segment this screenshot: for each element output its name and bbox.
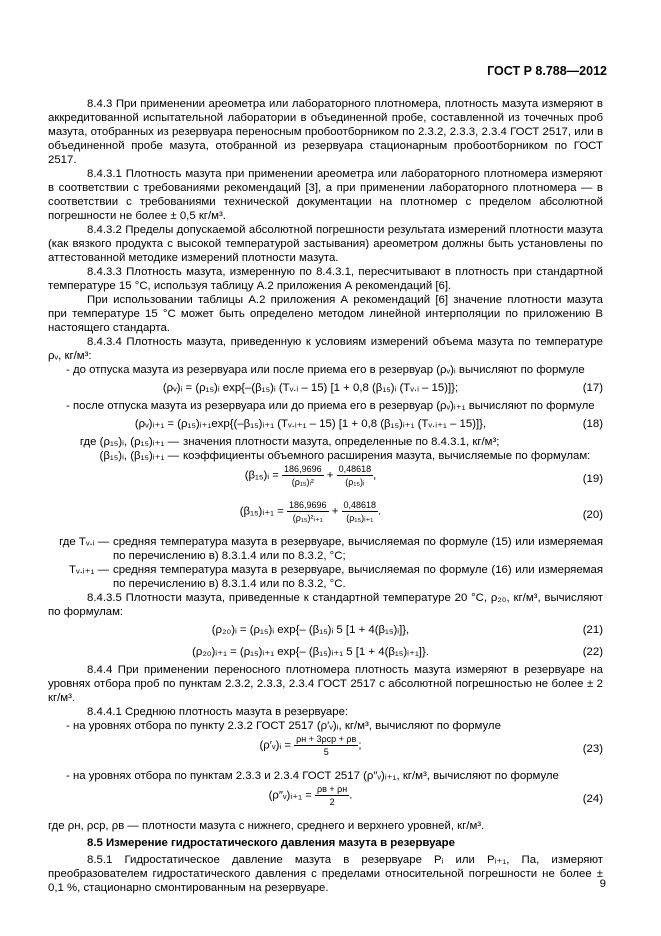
definition-term: (β₁₅)ᵢ, (β₁₅)ᵢ₊₁ — xyxy=(99,450,179,462)
equation-18-number: (18) xyxy=(582,418,603,430)
definition-beta15 xyxy=(48,449,603,463)
fraction-numerator: 0,48618 xyxy=(338,464,372,474)
equation-19-lhs: (β₁₅)ᵢ = xyxy=(244,469,279,482)
list-item-before-release: - до отпуска мазута из резервуара или после приема его в резервуар (ρᵥ)ᵢ вычисляют по формуле xyxy=(66,364,585,376)
definition-term: где Tᵥ.ᵢ — xyxy=(59,536,109,548)
equation-punctuation: ; xyxy=(358,739,362,752)
document-body xyxy=(48,97,603,895)
equation-19-formula xyxy=(48,463,573,488)
plus-sign: + xyxy=(326,469,334,482)
paragraph-8-4-3-1: 8.4.3.1 Плотность мазута при применении ареометра или лабораторного плотномера измеряют в соответствии с требованиями рекомендаций [3], а при применении лабораторного плотномера — в соответствии с требованиями технической документации на плотномер с пределом абсолютной погрешности не более ± 0,5 кг/м³. xyxy=(48,168,603,222)
definition-temperature-i xyxy=(48,535,603,563)
definition-temperature-i-plus-1 xyxy=(48,563,603,591)
plus-sign: + xyxy=(331,505,339,518)
equation-24-lhs: (ρ″ᵥ)ᵢ₊₁ = xyxy=(268,789,312,802)
equation-24-formula xyxy=(48,783,573,808)
list-item-level-2-3-2: - на уровнях отбора по пункту 2.3.2 ГОСТ 2517 (ρ′ᵥ)ᵢ, кг/м³, вычисляют по формуле xyxy=(66,720,501,732)
fraction-denominator: (ρ₁₅)ᵢ xyxy=(345,477,365,487)
equation-21-formula: (ρ₂₀)ᵢ = (ρ₁₅)ᵢ exp{– (β₁₅)ᵢ 5 [1 + 4(β₁₅)ᵢ]}, xyxy=(211,624,410,636)
equation-18-formula: (ρᵥ)ᵢ₊₁ = (ρ₁₅)ᵢ₊₁exp{(–β₁₅)ᵢ₊₁ (Tᵥ.ᵢ₊₁ – 15) [1 + 0,8 (β₁₅)ᵢ₊₁ (Tᵥ.ᵢ₊₁ – 15)]}, xyxy=(134,418,487,430)
equation-21 xyxy=(48,619,603,641)
equation-19-number: (19) xyxy=(582,473,603,485)
definition-rho15 xyxy=(48,435,603,449)
fraction-numerator: 0,48618 xyxy=(343,500,377,510)
paragraph-8-5-1: 8.5.1 Гидростатическое давление мазута в резервуаре Pᵢ или Pᵢ₊₁, Па, измеряют преобразователем гидростатического давления с пределами относительной погрешности не более ± 0,1 %, стационарно смонтированным на резервуаре. xyxy=(48,854,603,894)
fraction-denominator: (ρ₁₅)ᵢ₊₁ xyxy=(346,513,374,523)
equation-19 xyxy=(48,463,603,499)
fraction-denominator: 2 xyxy=(329,797,335,807)
definition-term: где (ρ₁₅)ᵢ, (ρ₁₅)ᵢ₊₁ — xyxy=(79,436,179,448)
equation-23 xyxy=(48,733,603,769)
page-header: ГОСТ Р 8.788—2012 xyxy=(487,64,607,78)
fraction xyxy=(342,499,382,524)
definition-text: средняя температура мазута в резервуаре, вычисляемая по формуле (15) или измеряемая по перечислению в) 8.3.1.4 или по 8.3.2, °С; xyxy=(113,536,603,562)
paragraph-8-4-4: 8.4.4 При применении переносного плотномера плотность мазута измеряют в резервуаре на уровнях отбора проб по пунктам 2.3.2, 2.3.3, 2.3.4 ГОСТ 2517 с абсолютной погрешностью не более ± 2 кг/м³. xyxy=(48,664,603,704)
equation-17-formula: (ρᵥ)ᵢ = (ρ₁₅)ᵢ exp{–(β₁₅)ᵢ (Tᵥ.ᵢ – 15) [1 + 0,8 (β₁₅)ᵢ (Tᵥ.ᵢ – 15)]}; xyxy=(162,382,459,394)
fraction-denominator: 5 xyxy=(323,747,329,757)
equation-22 xyxy=(48,641,603,663)
fraction xyxy=(315,783,349,808)
fraction xyxy=(287,499,329,524)
page-number: 9 xyxy=(599,878,606,890)
definition-text: значения плотности мазута, определенные по 8.4.3.1, кг/м³; xyxy=(183,436,500,448)
paragraph-8-4-3-5: 8.4.3.5 Плотности мазута, приведенные к стандартной температуре 20 °С, ρ₂₀, кг/м³, вычисляют по формулам: xyxy=(48,592,603,618)
definition-term: Tᵥ.ᵢ₊₁ — xyxy=(69,564,109,576)
equation-20-formula xyxy=(48,499,573,524)
equation-23-formula xyxy=(48,733,573,758)
definition-text: средняя температура мазута в резервуаре, вычисляемая по формуле (16) или измеряемая по перечислению в) 8.3.1.4 или по 8.3.2, °С. xyxy=(113,564,603,590)
fraction xyxy=(294,733,358,758)
equation-punctuation: . xyxy=(378,505,382,518)
equation-24-number: (24) xyxy=(582,793,603,805)
equation-17 xyxy=(48,377,603,399)
equation-punctuation: , xyxy=(373,469,377,482)
paragraph-8-4-3-4: 8.4.3.4 Плотность мазута, приведенную к условиям измерений объема мазута по температуре ρᵥ, кг/м³: xyxy=(48,336,603,362)
list-item-after-release: - после отпуска мазута из резервуара или до приема его в резервуар (ρᵥ)ᵢ₊₁ вычисляют по формуле xyxy=(66,400,595,412)
equation-24 xyxy=(48,783,603,819)
fraction-numerator: 186,9696 xyxy=(288,500,327,510)
equation-20-number: (20) xyxy=(582,509,603,521)
fraction-numerator: ρв + ρн xyxy=(316,784,348,794)
paragraph-8-4-3: 8.4.3 При применении ареометра или лабораторного плотномера, плотность мазута измеряют в аккредитованной испытательной лаборатории в объединенной пробе, составленной из точечных проб мазута, отобранных из резервуара переносным пробоотборником по 2.3.2, 2.3.3, 2.3.4 ГОСТ 2517, или в объединенной пробе мазута, отобранной из резервуара стационарным пробоотборником по ГОСТ 2517. xyxy=(48,98,603,166)
definition-text: коэффициенты объемного расширения мазута, вычисляемые по формулам: xyxy=(183,450,591,462)
paragraph-8-4-3-3-note: При использовании таблицы А.2 приложения А рекомендаций [6] значение плотности мазута при температуре 15 °С может быть определено методом линейной интерполяции по приложению В настоящего стандарта. xyxy=(48,294,603,334)
equation-20-lhs: (β₁₅)ᵢ₊₁ = xyxy=(239,505,284,518)
section-heading-8-5: 8.5 Измерение гидростатического давления мазута в резервуаре xyxy=(87,837,455,849)
equation-20 xyxy=(48,499,603,535)
list-item-level-2-3-3: - на уровнях отбора по пунктам 2.3.3 и 2.3.4 ГОСТ 2517 (ρ″ᵥ)ᵢ₊₁, кг/м³, вычисляют по формуле xyxy=(66,770,559,782)
paragraph-8-4-3-2: 8.4.3.2 Пределы допускаемой абсолютной погрешности результата измерений плотности мазута (как вязкого продукта с высокой температурой застывания) ареометром должны быть установлены по аттестованной методике измерений плотности мазута. xyxy=(48,224,603,264)
equation-21-number: (21) xyxy=(582,624,603,636)
paragraph-8-4-3-3: 8.4.3.3 Плотность мазута, измеренную по 8.4.3.1, пересчитывают в плотность при стандартной температуре 15 °С, используя таблицу А.2 приложения А рекомендаций [6]. xyxy=(48,266,603,292)
equation-punctuation: . xyxy=(349,789,353,802)
fraction-denominator: (ρ₁₅)²ᵢ₊₁ xyxy=(292,513,323,523)
fraction-numerator: 186,9696 xyxy=(284,464,322,474)
fraction xyxy=(337,463,377,488)
fraction-denominator: (ρ₁₅)ᵢ² xyxy=(291,477,314,487)
equation-22-number: (22) xyxy=(582,646,603,658)
equation-22-formula: (ρ₂₀)ᵢ₊₁ = (ρ₁₅)ᵢ₊₁ exp{– (β₁₅)ᵢ₊₁ 5 [1 + 4(β₁₅)ᵢ₊₁]}. xyxy=(192,646,429,658)
equation-23-lhs: (ρ′ᵥ)ᵢ = xyxy=(259,739,291,752)
paragraph-8-4-4-1: 8.4.4.1 Среднюю плотность мазута в резервуаре: xyxy=(87,706,349,718)
fraction-numerator: ρн + 3ρср + ρв xyxy=(296,734,357,744)
equation-23-number: (23) xyxy=(582,743,603,755)
equation-17-number: (17) xyxy=(582,382,603,394)
equation-18 xyxy=(48,413,603,435)
definition-levels: где ρн, ρср, ρв — плотности мазута с нижнего, среднего и верхнего уровней, кг/м³. xyxy=(48,820,485,832)
fraction xyxy=(282,463,324,488)
